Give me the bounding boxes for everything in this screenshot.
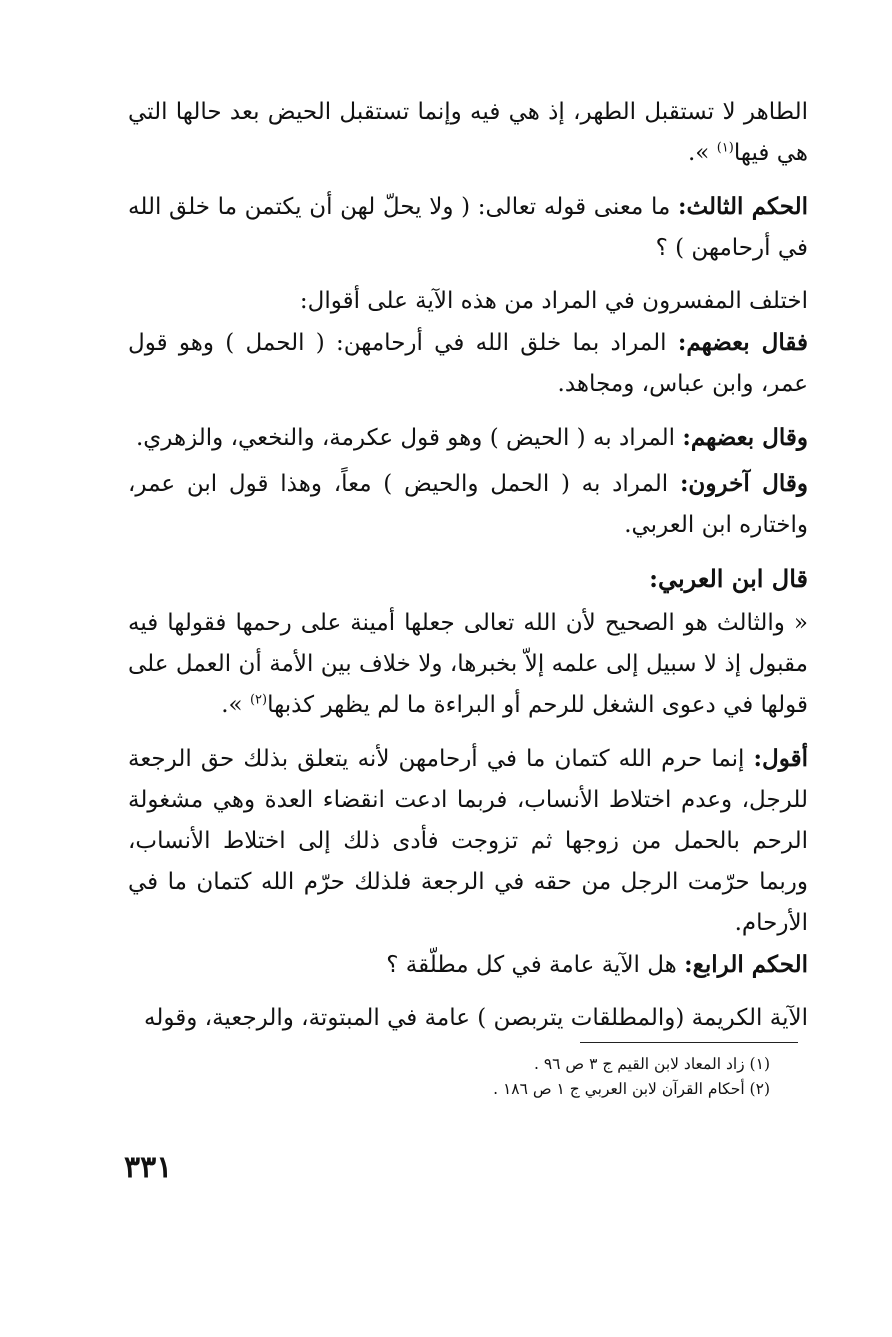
- author-comment: [128, 738, 808, 944]
- opinion-one: [128, 322, 808, 405]
- opinion-text: المراد به ( الحمل والحيض ) معاً، وهذا قول ابن عمر، واختاره ابن العربي.: [128, 471, 808, 538]
- opinions-intro: اختلف المفسرون في المراد من هذه الآية على أقوال:: [299, 288, 808, 314]
- footnotes: [300, 1052, 770, 1102]
- opinion-lead: فقال بعضهم:: [677, 329, 808, 356]
- ibn-arabi-heading: قال ابن العربي:: [649, 564, 808, 593]
- opinion-two: [128, 417, 808, 459]
- opinion-text: المراد بما خلق الله في أرحامهن: ( الحمل ) وهو قول عمر، وابن عباس، ومجاهد.: [128, 330, 808, 397]
- quote-close: ».: [221, 692, 250, 718]
- ibn-arabi-quote: [128, 603, 808, 726]
- footnote-2: (٢) أحكام القرآن لابن العربي ج ١ ص ١٨٦ .: [493, 1080, 770, 1098]
- footnote-ref: (٢): [249, 692, 268, 708]
- quote-close: ».: [688, 140, 717, 166]
- paragraph-text: الطاهر لا تستقبل الطهر، إذ هي فيه وإنما تستقبل الحيض بعد حالها التي هي فيها: [128, 99, 808, 166]
- comment-text: إنما حرم الله كتمان ما في أرحامهن لأنه يتعلق بذلك حق الرجعة للرجل، وعدم اختلاط الأنساب، فربما ادعت انقضاء العدة وهي مشغولة الرحم بالحمل من زوجها ثم تزوجت فأدى ذلك إلى اختلاط الأنساب، وربما حرّمت الرجل من حقه في الرجعة فلذلك حرّم الله كتمان ما في الأرحام.: [128, 746, 808, 936]
- ruling-heading: الحكم الرابع:: [684, 951, 808, 978]
- ruling-heading: الحكم الثالث:: [677, 193, 808, 220]
- page-number: ٣٣١: [124, 1150, 173, 1185]
- comment-lead: أقول:: [753, 745, 808, 772]
- opinion-lead: وقال آخرون:: [679, 470, 808, 497]
- paragraph-continuation: [128, 92, 808, 174]
- ruling-three: [128, 186, 808, 269]
- ruling-question: هل الآية عامة في كل مطلّقة ؟: [386, 952, 685, 978]
- opinion-lead: وقال بعضهم:: [682, 424, 808, 451]
- quote-text: « والثالث هو الصحيح لأن الله تعالى جعلها أمينة على رحمها فقولها فيه مقبول إذ لا سبيل إلى علمه إلاّ بخبرها، ولا خلاف بين الأمة أن العمل على قولها في دعوى الشغل للرحم أو البراءة ما لم يظهر كذبها: [128, 610, 808, 718]
- opinion-three: [128, 463, 808, 546]
- closing-paragraph: الآية الكريمة (والمطلقات يتربصن ) عامة في المبتوتة، والرجعية، وقوله: [144, 1005, 808, 1031]
- ruling-four: [128, 944, 808, 986]
- footnote-divider: [580, 1042, 798, 1043]
- opinion-text: المراد به ( الحيض ) وهو قول عكرمة، والنخعي، والزهري.: [135, 425, 683, 451]
- main-text: [128, 92, 808, 1039]
- footnote-1: (١) زاد المعاد لابن القيم ج ٣ ص ٩٦ .: [533, 1055, 770, 1073]
- ruling-question: ما معنى قوله تعالى: ( ولا يحلّ لهن أن يكتمن ما خلق الله في أرحامهن ) ؟: [128, 194, 808, 261]
- footnote-ref: (١): [716, 140, 734, 156]
